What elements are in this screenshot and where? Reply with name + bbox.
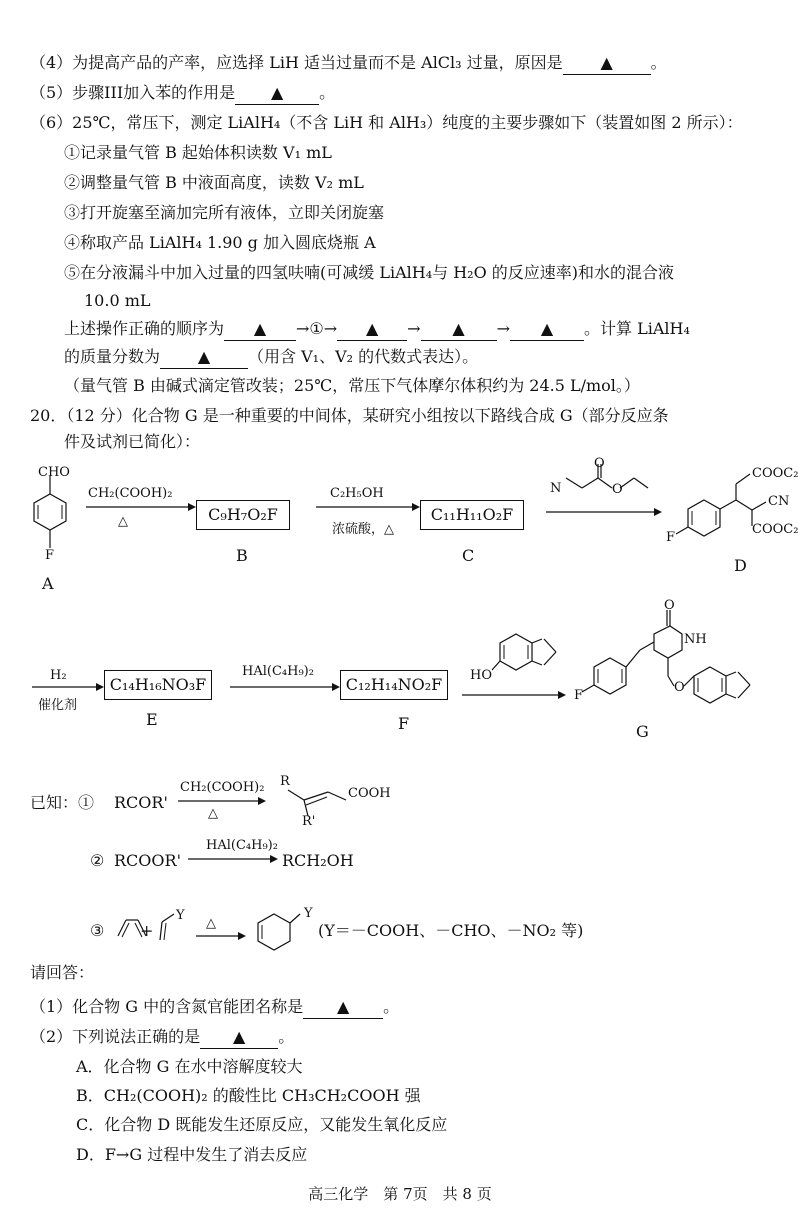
q19-part6: （6）25℃，常压下，测定 LiAlH₄（不含 LiH 和 AlH₃）纯度的主要步骤如下（装置如图 2 所示）： <box>30 113 743 132</box>
mass-line: 的质量分数为 ▲ （用含 V₁、V₂ 的代数式表达）。 <box>64 346 478 369</box>
arrow-4 <box>30 680 104 694</box>
y-substituent: Y <box>176 908 185 923</box>
known-2-product: RCH₂OH <box>282 851 354 870</box>
reagent-4: H₂ <box>50 668 67 683</box>
sesamol-structure <box>486 630 566 690</box>
reagent-1: CH₂(COOH)₂ <box>88 486 173 501</box>
arrow-5 <box>228 680 340 694</box>
known-2-arrow <box>186 853 278 865</box>
arrow-2 <box>314 500 420 514</box>
known-3-arrow <box>194 930 246 942</box>
compound-b-label: B <box>236 546 248 565</box>
fluoro-label: F <box>666 530 676 545</box>
q20-heading-cont: 件及试剂已简化）： <box>64 432 201 451</box>
known-1-reactant: RCOR' <box>114 793 168 812</box>
compound-f-label: F <box>398 714 410 733</box>
cyanoacetate-structure <box>548 458 668 504</box>
compound-c-box: C₁₁H₁₁O₂F <box>420 500 524 530</box>
option-b[interactable]: B．CH₂(COOH)₂ 的酸性比 CH₃CH₂COOH 强 <box>76 1086 421 1105</box>
reagent-5: HAl(C₄H₉)₂ <box>242 664 314 679</box>
note-line: （量气管 B 由碱式滴定管改装；25℃，常压下气体摩尔体积约为 24.5 L/mol。） <box>64 376 640 395</box>
option-c[interactable]: C．化合物 D 既能发生还原反应，又能发生氧化反应 <box>76 1115 448 1134</box>
reagent-2: C₂H₅OH <box>330 486 384 501</box>
compound-g-label: G <box>636 722 649 741</box>
sub-question-1: （1）化合物 G 中的含氮官能团名称是 ▲ 。 <box>30 996 399 1019</box>
cyclohexene-structure <box>252 906 308 954</box>
conditions-2: 浓硫酸，△ <box>332 522 394 537</box>
step-2: ②调整量气管 B 中液面高度，读数 V₂ mL <box>64 173 364 192</box>
known-1-heat: △ <box>208 806 218 821</box>
compound-b-box: C₉H₇O₂F <box>196 500 290 530</box>
known-3-num: ③ <box>90 921 105 940</box>
order-line: 上述操作正确的顺序为 ▲ →①→ ▲ → ▲ → ▲ 。计算 LiAlH₄ <box>64 318 690 341</box>
catalyst: 催化剂 <box>38 698 78 713</box>
ether-o: O <box>674 680 685 695</box>
answer-blank[interactable]: ▲ <box>235 82 319 105</box>
arrow-6 <box>460 688 566 702</box>
known-label: 已知：① <box>30 793 95 812</box>
q19-part5: （5）步骤III加入苯的作用是 ▲ 。 <box>30 82 335 105</box>
step-3: ③打开旋塞至滴加完所有液体，立即关闭旋塞 <box>64 203 385 222</box>
known-3-note: (Y＝－COOH、－CHO、－NO₂ 等) <box>318 921 584 940</box>
step-5: ⑤在分液漏斗中加入过量的四氢呋喃(可减缓 LiAlH₄与 H₂O 的反应速率)和水的混合液 <box>64 263 675 282</box>
heat-1: △ <box>118 514 128 529</box>
hydroxyl-group: HO <box>470 668 492 683</box>
fluoro-label: F <box>45 548 55 563</box>
ask-label: 请回答： <box>30 963 95 982</box>
arrow-1 <box>84 500 196 514</box>
known-3-heat: △ <box>206 916 216 931</box>
ester-group-2: COOC₂ <box>752 522 799 537</box>
known-2-num: ② <box>90 851 105 870</box>
answer-blank[interactable]: ▲ <box>200 1026 278 1049</box>
carbonyl-o: O <box>594 456 605 471</box>
compound-a-structure <box>28 462 88 582</box>
option-d[interactable]: D．F→G 过程中发生了消去反应 <box>76 1145 308 1164</box>
answer-blank[interactable]: ▲ <box>421 318 497 341</box>
compound-e-box: C₁₄H₁₆NO₃F <box>104 670 212 700</box>
compound-d-label: D <box>734 556 747 575</box>
cyano-group: CN <box>768 494 790 509</box>
q19-part4: （4）为提高产品的产率，应选择 LiH 适当过量而不是 AlCl₃ 过量，原因是 ▲ 。 <box>30 52 667 75</box>
ester-o: O <box>612 482 623 497</box>
answer-blank[interactable]: ▲ <box>224 318 296 341</box>
known-1-arrow <box>176 795 266 807</box>
answer-blank[interactable]: ▲ <box>160 346 248 369</box>
step-5-cont: 10.0 mL <box>84 291 151 310</box>
fluoro-label: F <box>574 688 584 703</box>
answer-blank[interactable]: ▲ <box>303 996 383 1019</box>
known-2-reagent: HAl(C₄H₉)₂ <box>206 838 278 853</box>
answer-blank[interactable]: ▲ <box>510 318 584 341</box>
known-2-reactant: RCOOR' <box>114 851 181 870</box>
compound-g-structure <box>570 600 795 730</box>
compound-f-box: C₁₂H₁₄NO₂F <box>340 670 448 700</box>
answer-blank[interactable]: ▲ <box>337 318 407 341</box>
step-4: ④称取产品 LiAlH₄ 1.90 g 加入圆底烧瓶 A <box>64 233 376 252</box>
plus-sign: + <box>140 921 154 940</box>
sub-question-2: （2）下列说法正确的是 ▲ 。 <box>30 1026 294 1049</box>
arrow-3 <box>544 505 662 519</box>
ester-group-1: COOC₂ <box>752 466 799 481</box>
q20-heading: 20．（12 分）化合物 G 是一种重要的中间体，某研究小组按以下路线合成 G（部分反应条 <box>30 406 669 425</box>
known-1-r: R <box>280 774 290 789</box>
nitrile-n: N <box>550 481 562 496</box>
step-1: ①记录量气管 B 起始体积读数 V₁ mL <box>64 143 332 162</box>
page-footer: 高三化学 第 7页 共 8 页 <box>308 1185 492 1203</box>
compound-e-label: E <box>146 710 158 729</box>
lactam-o: O <box>664 598 675 613</box>
compound-a-label: A <box>42 574 54 593</box>
compound-c-label: C <box>462 546 475 565</box>
lactam-nh: NH <box>684 632 707 647</box>
cho-group: CHO <box>38 465 70 480</box>
known-1-cooh: COOH <box>348 786 391 801</box>
answer-blank[interactable]: ▲ <box>563 52 651 75</box>
option-a[interactable]: A．化合物 G 在水中溶解度较大 <box>76 1057 303 1076</box>
known-1-r2: R' <box>302 814 316 829</box>
known-1-reagent: CH₂(COOH)₂ <box>180 780 265 795</box>
y-substituent: Y <box>304 906 313 921</box>
